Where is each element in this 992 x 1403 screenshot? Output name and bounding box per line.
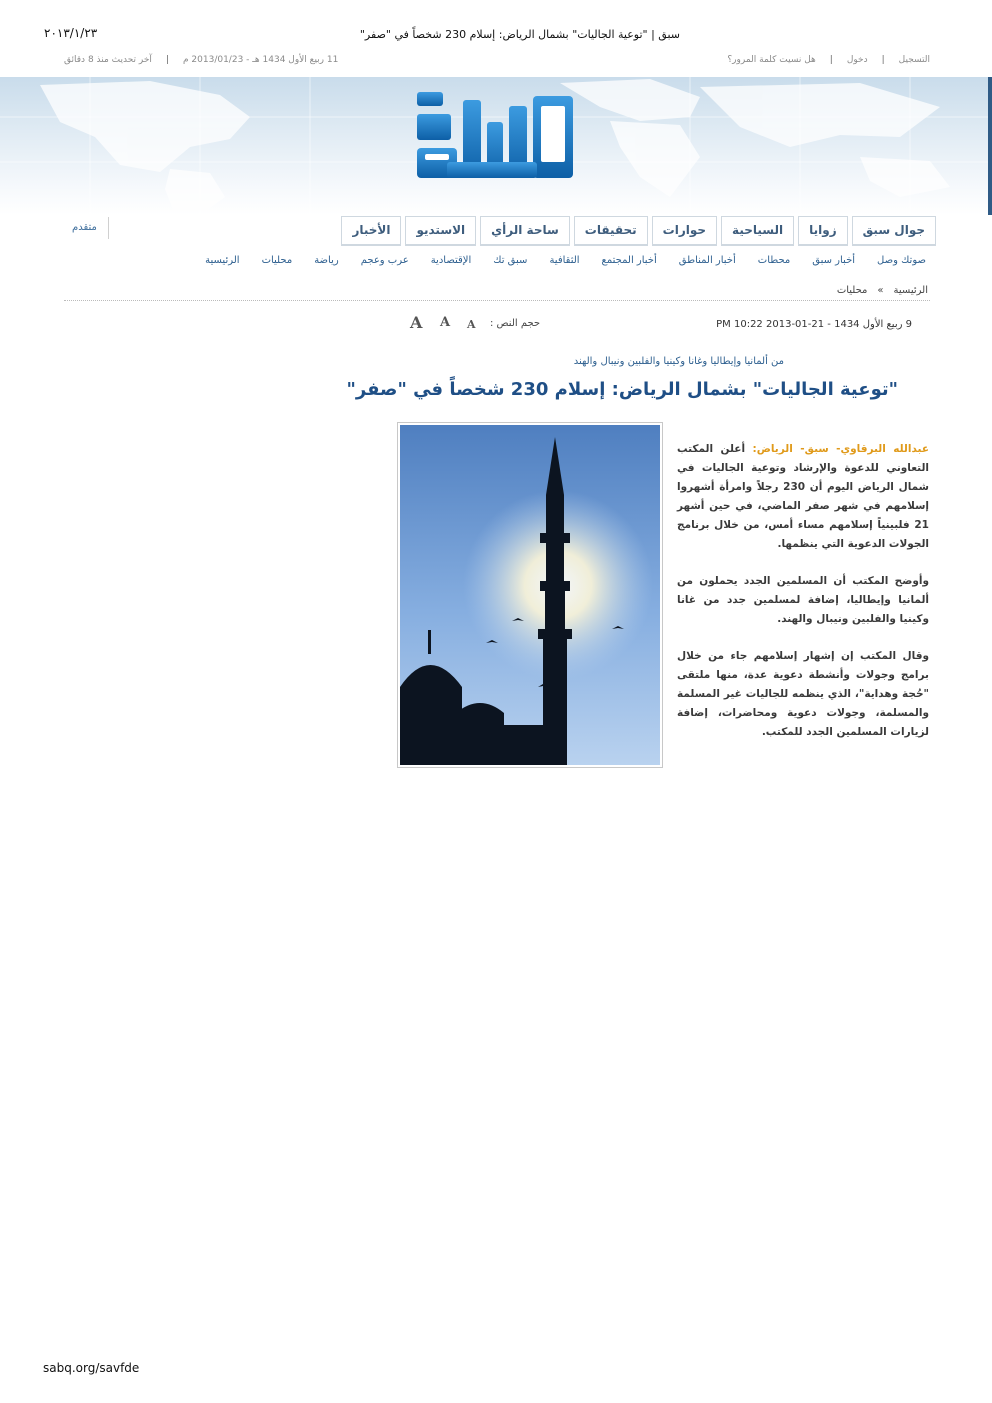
font-medium-button[interactable]: A xyxy=(440,315,451,330)
tab-interviews[interactable]: حوارات xyxy=(652,216,717,246)
sub-nav-society[interactable]: أخبار المجتمع xyxy=(601,255,657,266)
login-link[interactable]: دخول xyxy=(846,55,868,65)
breadcrumb-section[interactable]: محليات xyxy=(836,285,868,296)
advanced-search-link[interactable]: متقدم xyxy=(72,222,97,233)
sub-nav xyxy=(205,255,926,266)
article-subtitle: من ألمانيا وإيطاليا وغانا وكينيا والفلبين ونيبال والهند xyxy=(573,356,784,367)
site-date-info xyxy=(64,55,338,65)
sub-nav-sports[interactable]: رياضة xyxy=(314,255,339,266)
tab-sabq-mobile[interactable]: جوال سبق xyxy=(852,216,936,246)
article-headline: "توعية الجاليات" بشمال الرياض: إسلام 230 شخصاً في "صفر" xyxy=(346,379,898,400)
print-page-title: سبق | "توعية الجاليات" بشمال الرياض: إسلام 230 شخصاً في "صفر" xyxy=(359,28,680,41)
font-large-button[interactable]: A xyxy=(410,313,423,332)
font-size-label: حجم النص : xyxy=(490,318,541,329)
source-url: sabq.org/savfde xyxy=(43,1361,140,1375)
article-body xyxy=(677,440,929,760)
article-paragraph-2: وأوضح المكتب أن المسلمين الجدد يحملون من ألمانيا وإيطاليا، إضافة لمسلمين جدد من غانا وكينيا والفلبين ونيبال والهند. xyxy=(677,575,929,625)
account-links xyxy=(727,55,930,65)
article-date: 9 ربيع الأول 1434 - 21-01-2013 10:22 PM xyxy=(716,319,912,330)
article-paragraph-1 xyxy=(677,440,929,554)
sub-nav-stations[interactable]: محطات xyxy=(757,255,791,266)
last-updated: آخر تحديث منذ 8 دقائق xyxy=(64,55,152,65)
sub-nav-culture[interactable]: الثقافية xyxy=(549,255,580,266)
tab-studio[interactable]: الاستديو xyxy=(405,216,476,246)
current-date: 11 ربيع الأول 1434 هـ - 2013/01/23 م xyxy=(182,55,339,65)
sub-nav-local[interactable]: محليات xyxy=(261,255,293,266)
print-date: ٢٠١٣/١/٢٣ xyxy=(44,26,98,40)
sub-nav-economy[interactable]: الإقتصادية xyxy=(430,255,472,266)
paragraph-1-text: أعلن المكتب التعاوني للدعوة والإرشاد وتوعية الجاليات في شمال الرياض اليوم أن 230 رجلاً وامرأة أشهروا إسلامهم في شهر صفر الماضي، في حين أشهر 21 فلبينياً إسلامهم مساء أمس، من خلال برنامج الجولات الدعوية التي ينظمها. xyxy=(677,443,929,550)
minaret-photo xyxy=(400,425,660,765)
article-photo xyxy=(397,422,663,768)
sub-nav-regions[interactable]: أخبار المناطق xyxy=(678,255,736,266)
breadcrumb-separator: » xyxy=(877,285,884,296)
register-link[interactable]: التسجيل xyxy=(898,55,930,65)
tab-columns[interactable]: زوايا xyxy=(798,216,848,246)
separator: | xyxy=(881,55,885,65)
tab-tourism[interactable]: السياحية xyxy=(721,216,794,246)
main-nav-tabs xyxy=(341,216,936,246)
breadcrumb-home[interactable]: الرئيسية xyxy=(893,285,928,296)
sabq-logo[interactable] xyxy=(417,92,575,180)
breadcrumb xyxy=(837,285,928,296)
tab-opinion[interactable]: ساحة الرأي xyxy=(480,216,570,246)
byline: عبدالله البرقاوي- سبق- الرياض: xyxy=(752,443,929,455)
sub-nav-sabq-news[interactable]: أخبار سبق xyxy=(812,255,856,266)
sub-nav-your-voice[interactable]: صوتك وصل xyxy=(877,255,926,266)
tab-investigations[interactable]: تحقيقات xyxy=(574,216,648,246)
separator: | xyxy=(829,55,833,65)
forgot-password-link[interactable]: هل نسيت كلمة المرور؟ xyxy=(727,55,816,65)
dotted-divider xyxy=(64,300,930,301)
tab-news[interactable]: الأخبار xyxy=(341,216,401,246)
sub-nav-tech[interactable]: سبق تك xyxy=(493,255,528,266)
divider xyxy=(108,217,109,239)
article-paragraph-3: وقال المكتب إن إشهار إسلامهم جاء من خلال برامج وجولات وأنشطة دعوية عدة، منها ملتقى "حُجة وهداية"، الذي ينظمه للجاليات غير المسلمة والمسلمة، وجولات دعوية ومحاضرات، إضافة لزيارات المسلمين الجدد للمكتب. xyxy=(677,650,929,738)
separator: | xyxy=(165,55,169,65)
sub-nav-home[interactable]: الرئيسية xyxy=(205,255,240,266)
font-small-button[interactable]: A xyxy=(467,318,476,331)
banner-edge xyxy=(988,77,992,215)
sub-nav-world[interactable]: عرب وعجم xyxy=(360,255,409,266)
